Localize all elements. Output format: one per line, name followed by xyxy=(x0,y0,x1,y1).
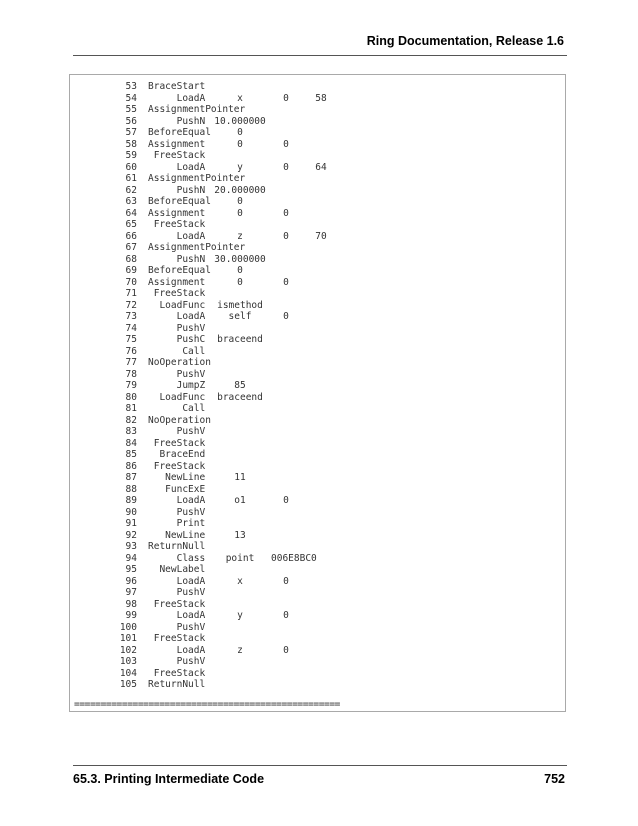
code-line xyxy=(70,288,565,300)
operand-1: 0 xyxy=(237,207,243,219)
line-number: 97 xyxy=(125,587,137,598)
line-number: 55 xyxy=(125,104,137,115)
operand-1: self xyxy=(228,311,252,322)
opcode: Assignment xyxy=(148,276,206,288)
code-line xyxy=(70,633,565,645)
line-number: 74 xyxy=(125,322,137,334)
line-number: 94 xyxy=(125,552,137,564)
line-number: 62 xyxy=(125,184,137,196)
code-line xyxy=(70,668,565,680)
opcode: NoOperation xyxy=(148,414,211,426)
opcode: LoadFunc xyxy=(148,391,206,403)
line-number: 63 xyxy=(125,196,137,207)
code-line xyxy=(70,541,565,553)
running-header: Ring Documentation, Release 1.6 xyxy=(366,34,564,48)
line-number: 77 xyxy=(125,357,137,368)
operand-2: 0 xyxy=(283,138,289,150)
line-number: 59 xyxy=(125,150,137,161)
line-number: 91 xyxy=(125,518,137,529)
line-number: 57 xyxy=(125,127,137,138)
code-line xyxy=(70,599,565,611)
opcode: Assignment xyxy=(148,138,206,150)
opcode: FreeStack xyxy=(148,598,206,610)
code-line xyxy=(70,208,565,220)
line-number: 84 xyxy=(125,437,137,449)
operand-3: 58 xyxy=(315,92,327,104)
opcode: NewLabel xyxy=(148,564,206,575)
code-line xyxy=(70,254,565,266)
code-line xyxy=(70,300,565,312)
code-line xyxy=(70,311,565,323)
code-line xyxy=(70,139,565,151)
opcode: BeforeEqual xyxy=(148,127,211,138)
line-number: 54 xyxy=(125,92,137,104)
opcode: PushV xyxy=(148,656,206,667)
operand-2: 0 xyxy=(283,161,289,173)
opcode: PushC xyxy=(148,334,206,345)
code-line xyxy=(70,173,565,185)
code-line xyxy=(70,242,565,254)
opcode: LoadA xyxy=(148,230,206,242)
line-number: 76 xyxy=(125,345,137,357)
code-line xyxy=(70,93,565,105)
line-number: 72 xyxy=(125,299,137,311)
operand-3: 70 xyxy=(315,230,327,242)
code-line xyxy=(70,231,565,243)
operand-1: 20.000000 xyxy=(214,184,266,196)
opcode: PushV xyxy=(148,426,206,437)
line-number: 69 xyxy=(125,265,137,276)
code-line xyxy=(70,679,565,691)
operand-1: y xyxy=(237,610,243,621)
code-line xyxy=(70,357,565,369)
code-line xyxy=(70,518,565,530)
line-number: 78 xyxy=(125,368,137,380)
line-number: 88 xyxy=(125,483,137,495)
code-line xyxy=(70,380,565,392)
line-number: 75 xyxy=(125,334,137,345)
code-line xyxy=(70,277,565,289)
operand-1: 0 xyxy=(237,265,243,276)
code-listing xyxy=(70,81,565,691)
code-line xyxy=(70,576,565,588)
line-number: 93 xyxy=(125,541,137,552)
operand-1: 0 xyxy=(237,127,243,138)
operand-1: 11 xyxy=(234,472,246,483)
operand-1: point xyxy=(225,552,255,564)
opcode: FreeStack xyxy=(148,150,206,161)
opcode: AssignmentPointer xyxy=(148,173,246,184)
line-number: 60 xyxy=(125,161,137,173)
line-number: 85 xyxy=(125,449,137,460)
opcode: FreeStack xyxy=(148,633,206,644)
operand-1: 13 xyxy=(234,529,246,541)
operand-1: 0 xyxy=(237,138,243,150)
code-line xyxy=(70,426,565,438)
operand-2: 0 xyxy=(283,92,289,104)
opcode: FreeStack xyxy=(148,437,206,449)
header-divider xyxy=(73,55,567,56)
operand-2: 006E8BC0 xyxy=(271,552,317,564)
line-number: 61 xyxy=(125,173,137,184)
code-line xyxy=(70,507,565,519)
code-line xyxy=(70,334,565,346)
opcode: BeforeEqual xyxy=(148,265,211,276)
opcode: FreeStack xyxy=(148,219,206,230)
line-number: 102 xyxy=(119,644,137,656)
line-number: 103 xyxy=(119,656,137,667)
code-line xyxy=(70,484,565,496)
opcode: BeforeEqual xyxy=(148,196,211,207)
line-number: 68 xyxy=(125,253,137,265)
code-line xyxy=(70,346,565,358)
line-number: 70 xyxy=(125,276,137,288)
code-line xyxy=(70,150,565,162)
opcode: AssignmentPointer xyxy=(148,104,246,115)
opcode: LoadA xyxy=(148,575,206,587)
opcode: NewLine xyxy=(148,472,206,483)
code-line xyxy=(70,162,565,174)
code-line xyxy=(70,104,565,116)
code-line xyxy=(70,622,565,634)
code-line xyxy=(70,127,565,139)
line-number: 87 xyxy=(125,472,137,483)
code-line xyxy=(70,461,565,473)
code-line xyxy=(70,369,565,381)
code-line xyxy=(70,185,565,197)
code-block xyxy=(69,74,566,712)
line-number: 64 xyxy=(125,207,137,219)
line-number: 89 xyxy=(125,495,137,506)
operand-2: 0 xyxy=(283,230,289,242)
code-line xyxy=(70,219,565,231)
line-number: 58 xyxy=(125,138,137,150)
operand-1: braceend xyxy=(217,391,263,403)
line-number: 67 xyxy=(125,242,137,253)
line-number: 71 xyxy=(125,288,137,299)
opcode: BraceStart xyxy=(148,81,206,92)
operand-1: x xyxy=(237,575,243,587)
opcode: LoadA xyxy=(148,161,206,173)
line-number: 105 xyxy=(119,679,137,690)
opcode: JumpZ xyxy=(148,380,206,391)
opcode: PushV xyxy=(148,621,206,633)
operand-1: 0 xyxy=(237,276,243,288)
opcode: LoadA xyxy=(148,311,206,322)
code-line xyxy=(70,415,565,427)
code-line xyxy=(70,472,565,484)
operand-2: 0 xyxy=(283,207,289,219)
opcode: PushN xyxy=(148,115,206,127)
line-number: 56 xyxy=(125,115,137,127)
line-number: 53 xyxy=(125,81,137,92)
opcode: FreeStack xyxy=(148,667,206,679)
line-number: 100 xyxy=(119,621,137,633)
opcode: NoOperation xyxy=(148,357,211,368)
opcode: Print xyxy=(148,518,206,529)
opcode: LoadA xyxy=(148,92,206,104)
opcode: Call xyxy=(148,345,206,357)
code-line xyxy=(70,116,565,128)
code-line xyxy=(70,265,565,277)
operand-2: 0 xyxy=(283,575,289,587)
operand-1: z xyxy=(237,644,243,656)
code-line xyxy=(70,656,565,668)
line-number: 66 xyxy=(125,230,137,242)
code-line xyxy=(70,438,565,450)
operand-2: 0 xyxy=(283,610,289,621)
code-line xyxy=(70,81,565,93)
code-line xyxy=(70,495,565,507)
opcode: PushV xyxy=(148,587,206,598)
opcode: PushV xyxy=(148,506,206,518)
code-line xyxy=(70,392,565,404)
operand-1: 0 xyxy=(237,196,243,207)
code-line xyxy=(70,610,565,622)
line-number: 92 xyxy=(125,529,137,541)
opcode: ReturnNull xyxy=(148,679,206,690)
line-number: 90 xyxy=(125,506,137,518)
code-line xyxy=(70,645,565,657)
line-number: 99 xyxy=(125,610,137,621)
code-line xyxy=(70,530,565,542)
opcode: PushV xyxy=(148,368,206,380)
code-line xyxy=(70,564,565,576)
operand-1: ismethod xyxy=(217,299,263,311)
operand-1: 10.000000 xyxy=(214,115,266,127)
operand-2: 0 xyxy=(283,311,289,322)
line-number: 86 xyxy=(125,460,137,472)
line-number: 65 xyxy=(125,219,137,230)
opcode: ReturnNull xyxy=(148,541,206,552)
opcode: NewLine xyxy=(148,529,206,541)
opcode: FreeStack xyxy=(148,460,206,472)
operand-1: x xyxy=(237,92,243,104)
opcode: BraceEnd xyxy=(148,449,206,460)
opcode: PushN xyxy=(148,184,206,196)
opcode: LoadA xyxy=(148,644,206,656)
operand-3: 64 xyxy=(315,161,327,173)
operand-2: 0 xyxy=(283,644,289,656)
line-number: 104 xyxy=(119,667,137,679)
opcode: FuncExE xyxy=(148,483,206,495)
opcode: AssignmentPointer xyxy=(148,242,246,253)
line-number: 101 xyxy=(119,633,137,644)
operand-1: 30.000000 xyxy=(214,253,266,265)
operand-1: y xyxy=(237,161,243,173)
operand-2: 0 xyxy=(283,276,289,288)
operand-1: braceend xyxy=(217,334,263,345)
line-number: 95 xyxy=(125,564,137,575)
opcode: FreeStack xyxy=(148,288,206,299)
footer-section-title: 65.3. Printing Intermediate Code xyxy=(73,772,265,786)
line-number: 83 xyxy=(125,426,137,437)
code-line xyxy=(70,587,565,599)
opcode: Assignment xyxy=(148,207,206,219)
opcode: Class xyxy=(148,552,206,564)
line-number: 98 xyxy=(125,598,137,610)
opcode: PushN xyxy=(148,253,206,265)
operand-1: z xyxy=(237,230,243,242)
line-number: 79 xyxy=(125,380,137,391)
opcode: Call xyxy=(148,403,206,414)
opcode: PushV xyxy=(148,322,206,334)
opcode: LoadFunc xyxy=(148,299,206,311)
opcode: LoadA xyxy=(148,610,206,621)
line-number: 73 xyxy=(125,311,137,322)
code-line xyxy=(70,403,565,415)
code-line xyxy=(70,196,565,208)
opcode: LoadA xyxy=(148,495,206,506)
code-line xyxy=(70,323,565,335)
line-number: 96 xyxy=(125,575,137,587)
operand-1: o1 xyxy=(234,495,246,506)
code-line xyxy=(70,449,565,461)
line-number: 80 xyxy=(125,391,137,403)
code-separator: ================================================== xyxy=(74,699,340,710)
footer-divider xyxy=(73,765,567,766)
page-number: 752 xyxy=(544,772,565,786)
operand-2: 0 xyxy=(283,495,289,506)
line-number: 82 xyxy=(125,414,137,426)
line-number: 81 xyxy=(125,403,137,414)
code-line xyxy=(70,553,565,565)
operand-1: 85 xyxy=(234,380,246,391)
